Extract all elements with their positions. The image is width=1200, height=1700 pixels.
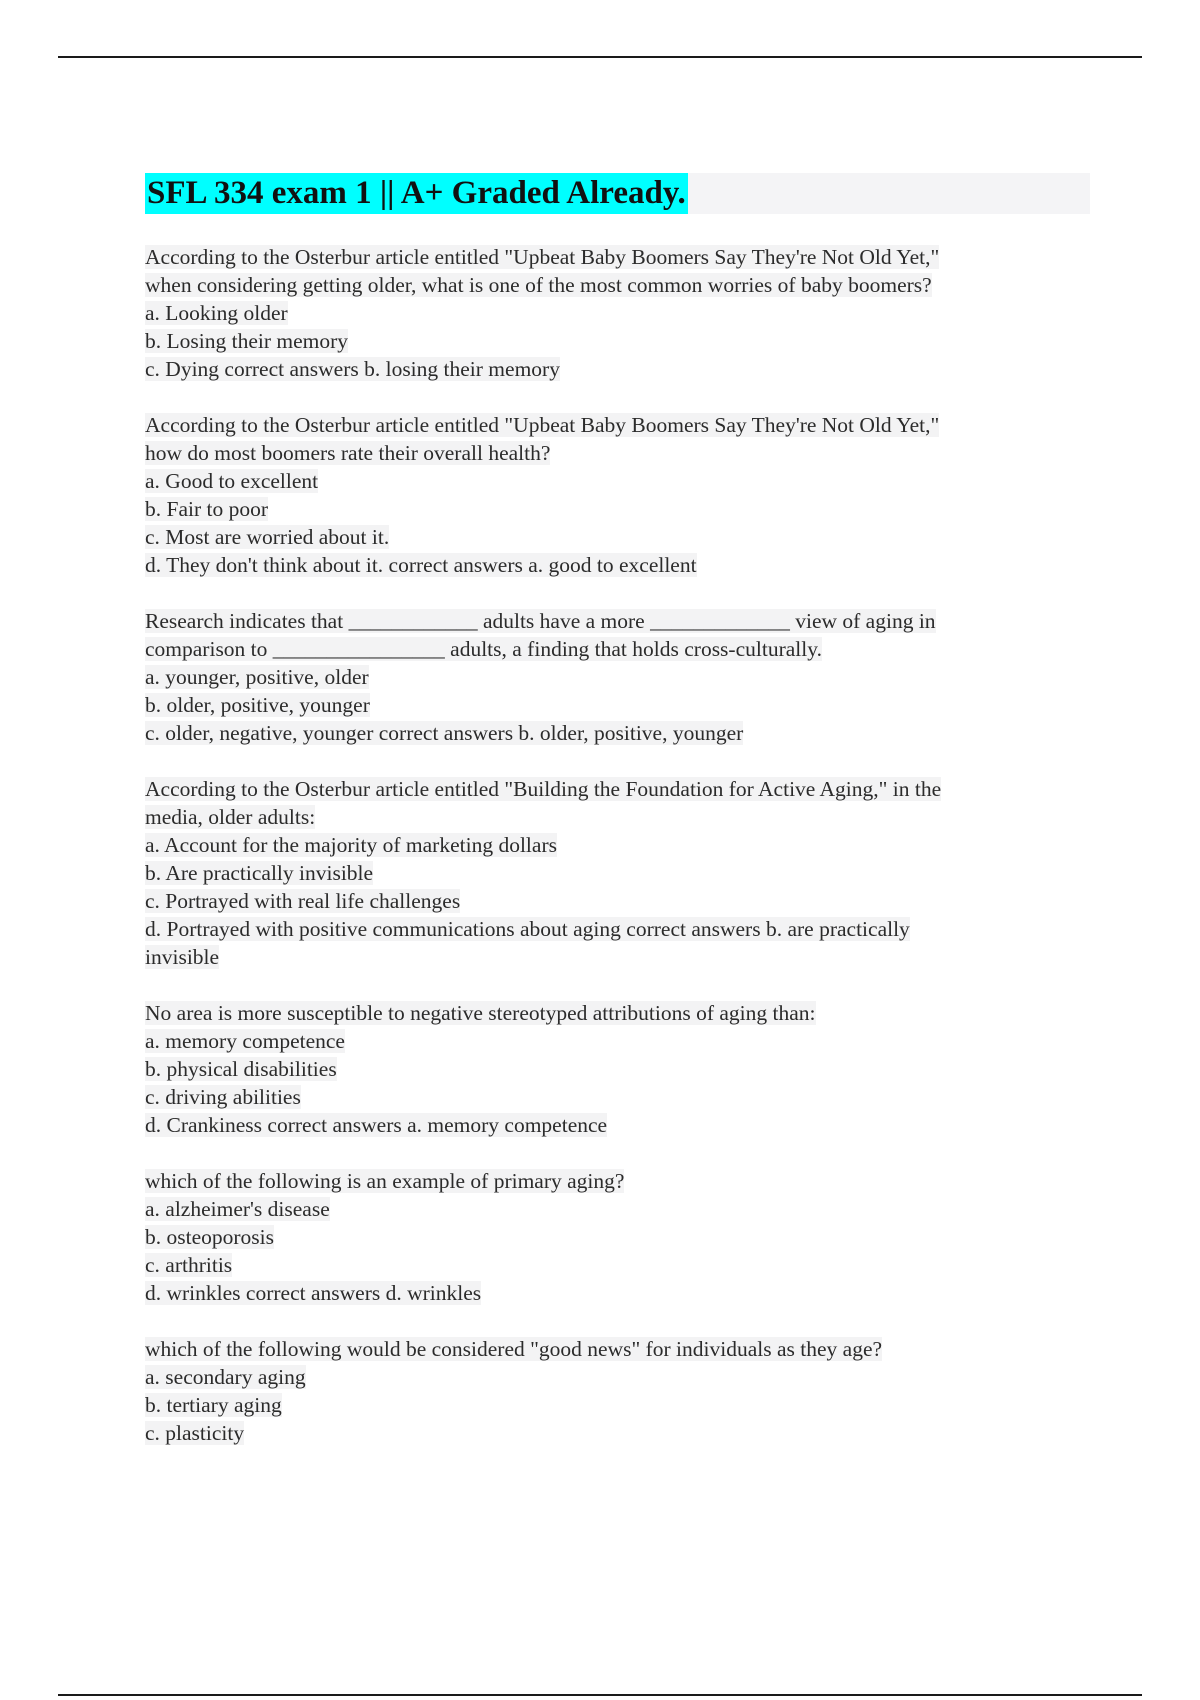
question-line: Research indicates that ____________ adults have a more _____________ view of aging in <box>145 609 936 633</box>
answer-option: c. arthritis <box>145 1253 233 1277</box>
answer-option: b. older, positive, younger <box>145 693 370 717</box>
question-1 <box>145 243 1090 383</box>
answer-option: a. Looking older <box>145 301 288 325</box>
answer-option: b. tertiary aging <box>145 1393 282 1417</box>
answer-option: c. Dying correct answers b. losing their memory <box>145 357 560 381</box>
question-line: According to the Osterbur article entitled "Upbeat Baby Boomers Say They're Not Old Yet," <box>145 245 940 269</box>
answer-option: a. Good to excellent <box>145 469 319 493</box>
answer-option: b. physical disabilities <box>145 1057 337 1081</box>
document-title: SFL 334 exam 1 || A+ Graded Already. <box>145 173 688 214</box>
answer-option: d. They don't think about it. correct answers a. good to excellent <box>145 553 697 577</box>
answer-option: a. memory competence <box>145 1029 345 1053</box>
question-line: media, older adults: <box>145 805 316 829</box>
question-line: which of the following would be considered "good news" for individuals as they age? <box>145 1337 883 1361</box>
answer-option: c. Most are worried about it. <box>145 525 390 549</box>
question-list <box>145 243 1090 1447</box>
question-6 <box>145 1167 1090 1307</box>
question-line: No area is more susceptible to negative stereotyped attributions of aging than: <box>145 1001 816 1025</box>
question-line: when considering getting older, what is one of the most common worries of baby boomers? <box>145 273 932 297</box>
answer-option: d. wrinkles correct answers d. wrinkles <box>145 1281 482 1305</box>
question-5 <box>145 999 1090 1139</box>
answer-option: c. Portrayed with real life challenges <box>145 889 461 913</box>
answer-option: a. Account for the majority of marketing dollars <box>145 833 557 857</box>
answer-option: a. secondary aging <box>145 1365 306 1389</box>
question-4 <box>145 775 1090 971</box>
question-2 <box>145 411 1090 579</box>
answer-option: b. Are practically invisible <box>145 861 374 885</box>
answer-option: c. plasticity <box>145 1421 245 1445</box>
answer-option: a. younger, positive, older <box>145 665 369 689</box>
question-line: According to the Osterbur article entitled "Upbeat Baby Boomers Say They're Not Old Yet," <box>145 413 940 437</box>
answer-option: b. Fair to poor <box>145 497 269 521</box>
answer-option: d. Portrayed with positive communications about aging correct answers b. are practically <box>145 917 910 941</box>
answer-option: c. older, negative, younger correct answers b. older, positive, younger <box>145 721 744 745</box>
question-line: According to the Osterbur article entitled "Building the Foundation for Active Aging," in the <box>145 777 942 801</box>
question-line: comparison to ________________ adults, a finding that holds cross-culturally. <box>145 637 822 661</box>
document-body <box>145 173 1090 1475</box>
question-line: how do most boomers rate their overall health? <box>145 441 551 465</box>
question-7 <box>145 1335 1090 1447</box>
answer-option: c. driving abilities <box>145 1085 301 1109</box>
top-rule <box>58 56 1142 58</box>
answer-option: b. osteoporosis <box>145 1225 274 1249</box>
answer-option: b. Losing their memory <box>145 329 349 353</box>
answer-option: a. alzheimer's disease <box>145 1197 330 1221</box>
answer-option: d. Crankiness correct answers a. memory competence <box>145 1113 608 1137</box>
question-line: which of the following is an example of primary aging? <box>145 1169 625 1193</box>
bottom-rule <box>58 1694 1142 1696</box>
title-band <box>145 173 1090 214</box>
question-3 <box>145 607 1090 747</box>
answer-option: invisible <box>145 945 220 969</box>
